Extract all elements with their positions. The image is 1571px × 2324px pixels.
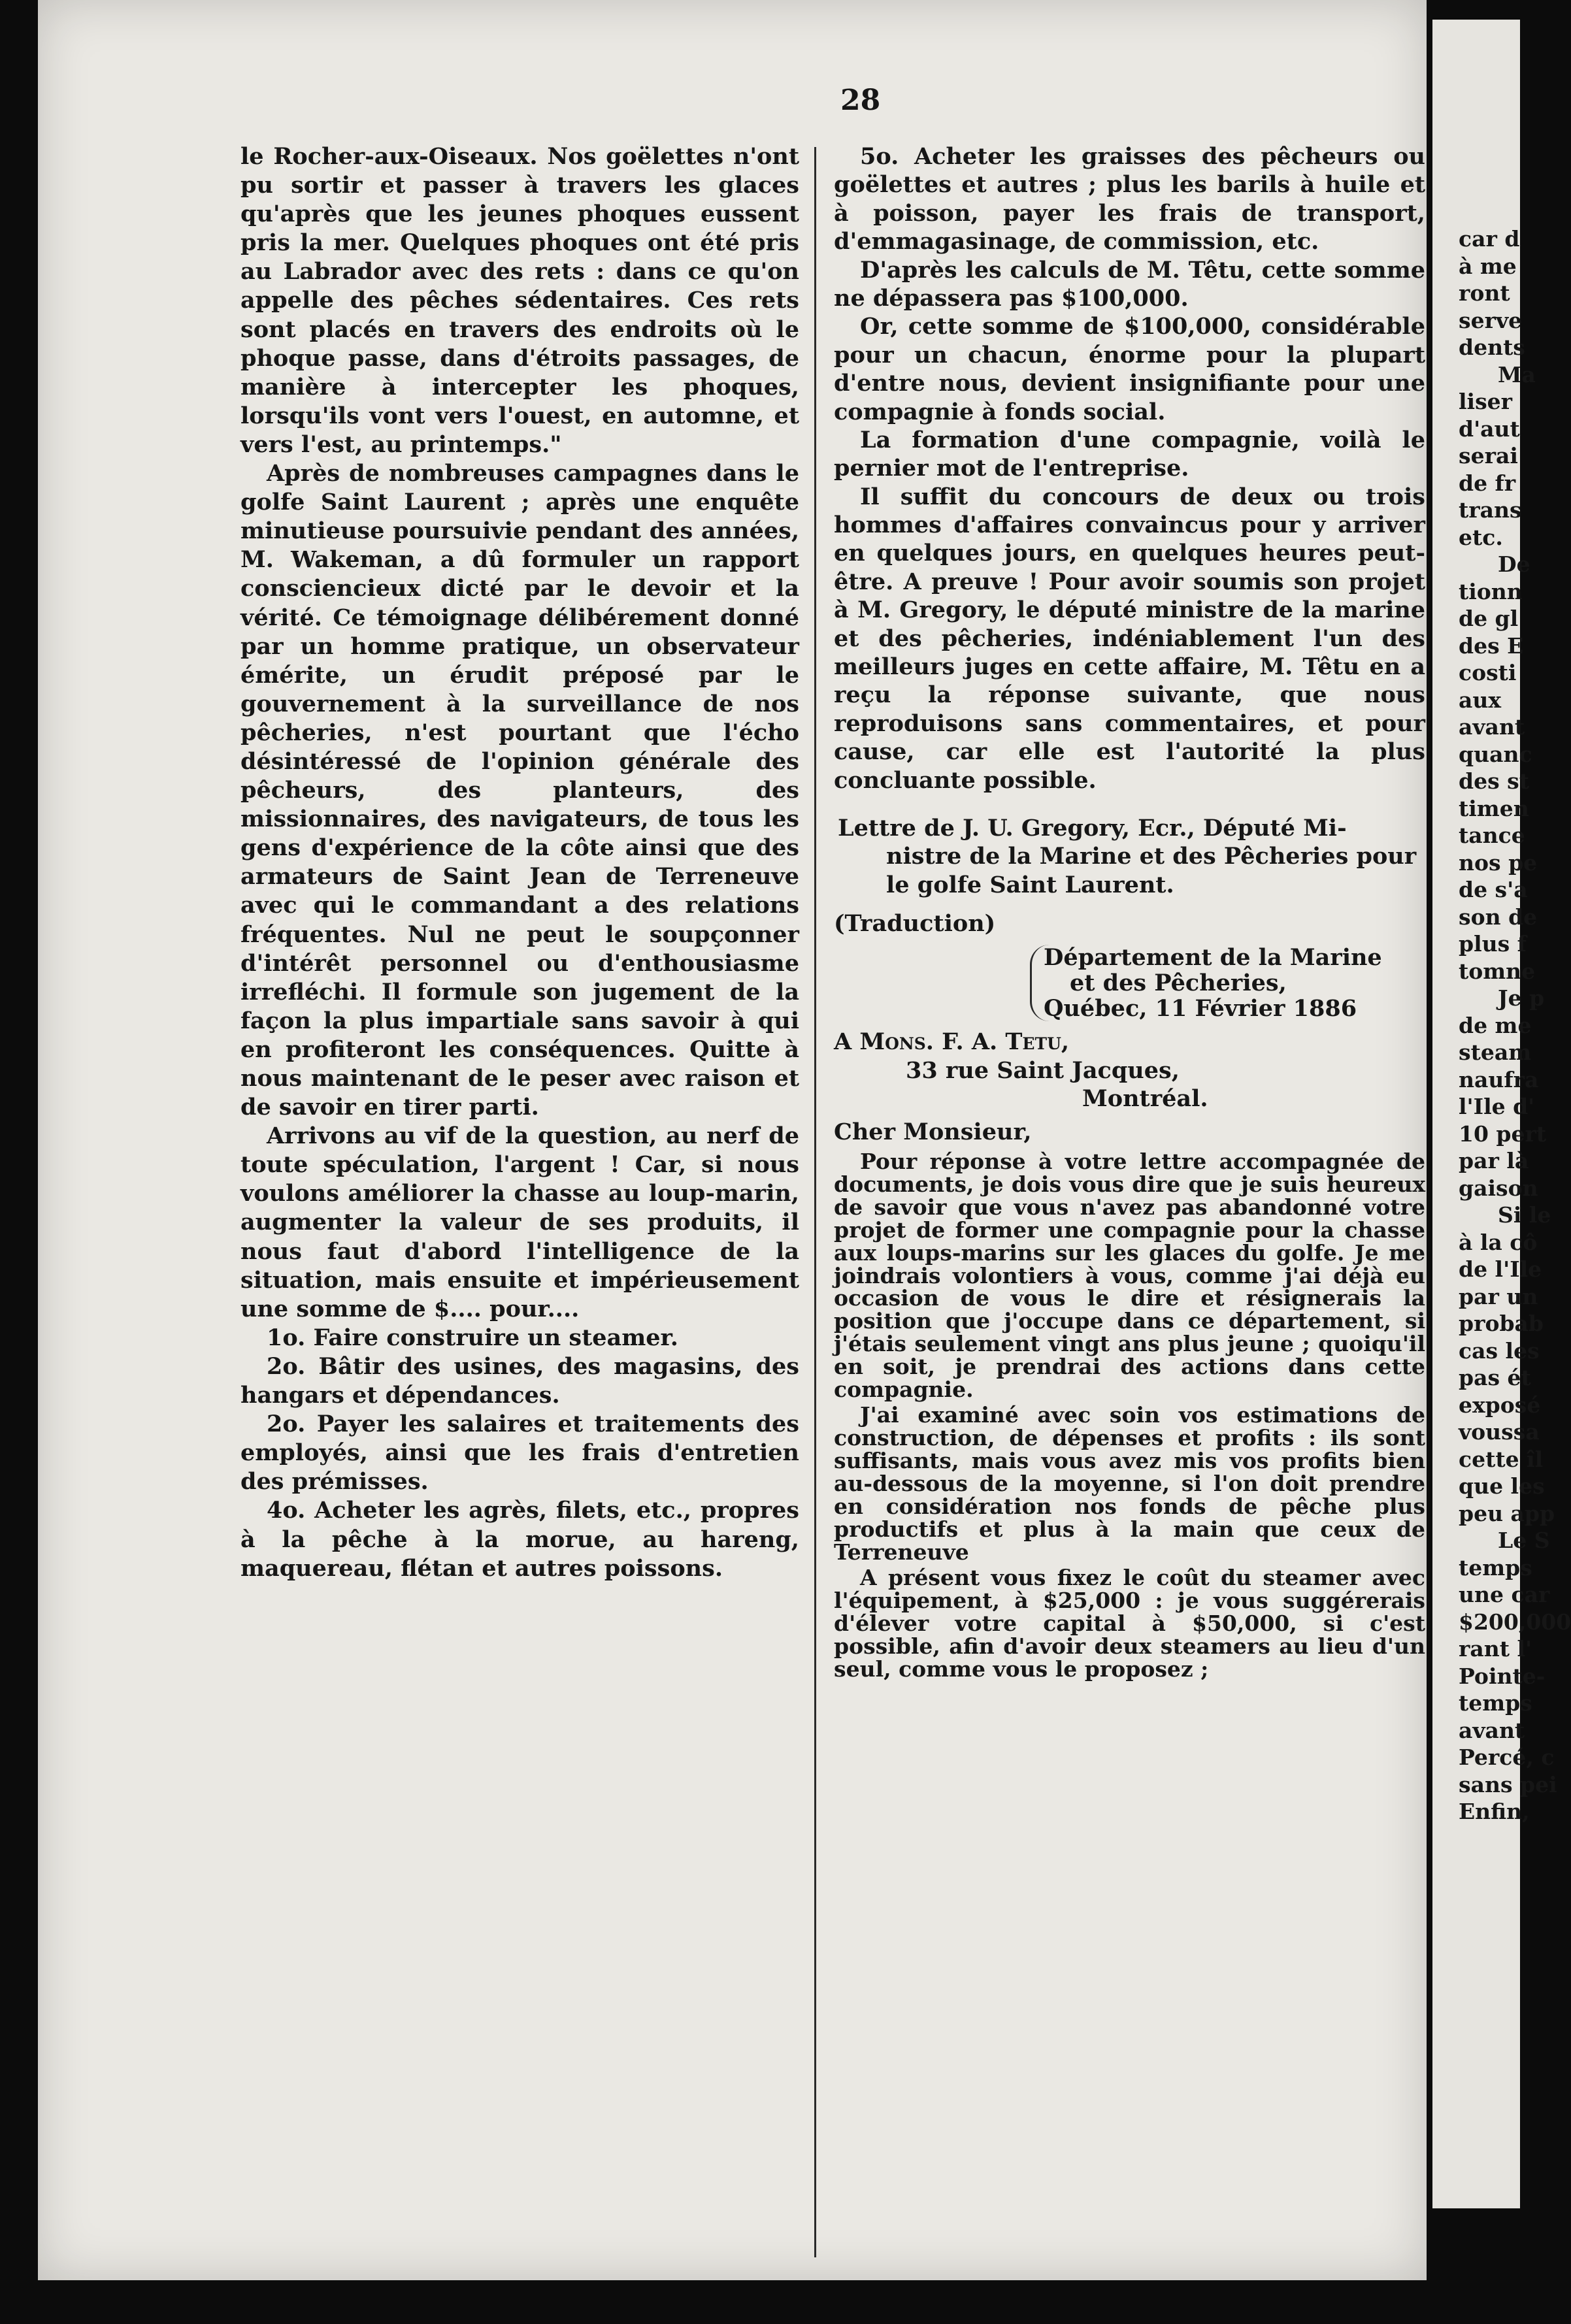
letter-paragraph: Pour réponse à votre lettre accompagnée de documents, je dois vous dire que je suis heureux de savoir que vous n'avez pas abandonné votre projet de former une compagnie pour la chasse aux loups-marins sur les glaces du golfe. Je me joindrais volontiers à vous, comme j'ai déjà eu occasion de vous le dire et résignerais la position que j'occupe dans ce département, si j'étais seulement vingt ans plus jeune ; quoiqu'il en soit, je prendrai des actions dans cette compagnie. bbox=[834, 1148, 1425, 1403]
adjacent-page-line: à la cô bbox=[1459, 1229, 1538, 1255]
adjacent-page-edge bbox=[1432, 20, 1571, 2208]
list-item: 5o. Acheter les graisses des pêcheurs ou goëlettes et autres ; plus les barils à huile et à poisson, payer les frais de transport, d'emmagasinage, de commission, etc. bbox=[834, 143, 1425, 255]
adjacent-page-line: gaison bbox=[1459, 1175, 1538, 1201]
adjacent-page-line: liser bbox=[1459, 389, 1513, 414]
adjacent-page-line: probab bbox=[1459, 1311, 1544, 1336]
letter-address bbox=[834, 1028, 1425, 1113]
adjacent-page-line: 10 pert bbox=[1459, 1121, 1547, 1147]
adjacent-page-line: des E bbox=[1459, 632, 1524, 659]
adjacent-page-line: aux bbox=[1459, 687, 1502, 713]
adjacent-page-line: temps bbox=[1459, 1690, 1532, 1716]
adjacent-page-line: par un bbox=[1459, 1283, 1538, 1309]
adjacent-page-line: que les bbox=[1459, 1473, 1545, 1499]
adjacent-page-line: de fr bbox=[1459, 470, 1516, 496]
address-line: A Mons. F. A. Tetu, bbox=[834, 1028, 1070, 1056]
adjacent-page-line: timen bbox=[1459, 795, 1529, 821]
address-line: Montréal. bbox=[1082, 1085, 1208, 1112]
letter-heading-continued: nistre de la Marine et des Pêcheries pour le golfe Saint Laurent. bbox=[886, 843, 1417, 898]
paragraph: le Rocher-aux-Oiseaux. Nos goëlettes n'ont pu sortir et passer à travers les glaces qu'après que les jeunes phoques eussent pris la mer. Quelques phoques ont été pris au Labrador avec des rets : dans ce qu'on appelle des pêches sédentaires. Ces rets sont placés en travers des endroits où le phoque passe, dans d'étroits passages, de manière à intercepter les phoques, lorsqu'ils vont vers l'ouest, en automne, et vers l'est, au printemps." bbox=[240, 143, 799, 458]
adjacent-page-lines bbox=[1432, 225, 1571, 1825]
right-column bbox=[834, 142, 1425, 1684]
adjacent-page-line: Je p bbox=[1498, 985, 1545, 1011]
book-page bbox=[38, 0, 1427, 2280]
dateline-line: Département de la Marine bbox=[1044, 943, 1382, 971]
adjacent-page-line: de me bbox=[1459, 1012, 1532, 1038]
adjacent-page-line: Enfin, bbox=[1459, 1799, 1530, 1824]
adjacent-page-line: trans bbox=[1459, 497, 1522, 523]
adjacent-page-line: tomne bbox=[1459, 958, 1536, 984]
paragraph: Après de nombreuses campagnes dans le golfe Saint Laurent ; après une enquête minutieuse poursuivie pendant des années, M. Wakeman, a dû formuler un rapport consciencieux dicté par le devoir et la vérité. Ce témoignage délibérement donné par un homme pratique, un observateur émérite, un érudit préposé par le gouvernement à la surveillance de nos pêcheries, n'est pourtant que l'écho désintéressé de l'opinion générale des pêcheurs, des planteurs, des missionnaires, des navigateurs, de tous les gens d'expérience de la côte ainsi que des armateurs de Saint Jean de Terreneuve avec qui le commandant a des relations fréquentes. Nul ne peut le soupçonner d'intérêt personnel ou d'enthousiasme irrefléchi. Il formule son jugement de la façon la plus impartiale sans savoir à qui en profiteront les conséquences. Quitte à nous maintenant de le peser avec raison et de savoir en tirer parti. bbox=[240, 460, 799, 1121]
adjacent-page-line: une car bbox=[1459, 1582, 1550, 1607]
adjacent-page-line: Si le bbox=[1498, 1202, 1551, 1228]
paragraph: Arrivons au vif de la question, au nerf de toute spéculation, l'argent ! Car, si nous voulons améliorer la chasse au loup-marin, augmenter la valeur de ses produits, il nous faut d'abord l'intelligence de la situation, mais ensuite et impérieusement une somme de $.... pour.... bbox=[240, 1122, 799, 1322]
adjacent-page-line: cas les bbox=[1459, 1337, 1540, 1364]
adjacent-page-line: $200,000 bbox=[1459, 1609, 1571, 1635]
adjacent-page-line: etc. bbox=[1459, 524, 1503, 550]
adjacent-page-line: son de bbox=[1459, 904, 1538, 930]
adjacent-page-line: Pointe- bbox=[1459, 1663, 1546, 1689]
adjacent-page-line: Ma bbox=[1498, 361, 1536, 387]
letter-body bbox=[834, 1148, 1425, 1682]
adjacent-page-line: naufra bbox=[1459, 1066, 1539, 1092]
paragraph: Il suffit du concours de deux ou trois hommes d'affaires convaincus pour y arriver en quelques jours, en quelques heures peut-être. A preuve ! Pour avoir soumis son projet à M. Gregory, le député ministre de la marine et des pêcheries, indéniablement l'un des meilleurs juges en cette affaire, M. Têtu en a reçu la réponse suivante, que nous reproduisons sans commentaires, et pour cause, car elle est l'autorité la plus concluante possible. bbox=[834, 483, 1425, 794]
list-item: 1o. Faire construire un steamer. bbox=[267, 1324, 678, 1351]
adjacent-page-line: cette îl bbox=[1459, 1446, 1544, 1472]
adjacent-page-line: dents bbox=[1459, 335, 1525, 360]
adjacent-page-line: avant bbox=[1459, 1717, 1525, 1743]
adjacent-page-line: ront bbox=[1459, 280, 1510, 306]
adjacent-page-line: de s'a bbox=[1459, 877, 1528, 902]
adjacent-page-line: de l'Ile bbox=[1459, 1256, 1542, 1282]
letter-paragraph: J'ai examiné avec soin vos estimations de construction, de dépenses et profits : ils sont suffisants, mais vous avez mis vos profits bien au-dessous de la moyenne, si l'on doit prendre en considération nos fonds de pêche plus productifs et plus à la main que ceux de Terreneuve bbox=[834, 1402, 1425, 1565]
adjacent-page-line: voussa bbox=[1459, 1419, 1540, 1445]
adjacent-page-line: Percé, c bbox=[1459, 1744, 1555, 1770]
dateline-line: et des Pêcheries, bbox=[1070, 969, 1287, 996]
letter-paragraph: A présent vous fixez le coût du steamer avec l'équipement, à $25,000 : je vous suggérerais d'élever votre capital à $50,000, si c'est possible, afin d'avoir deux steamers au lieu d'un seul, comme vous le proposez ; bbox=[834, 1565, 1425, 1682]
adjacent-page-line: sans pei bbox=[1459, 1771, 1557, 1797]
paragraph: Or, cette somme de $100,000, considérable pour un chacun, énorme pour la plupart d'entre nous, devient insignifiante pour une compagnie à fonds social. bbox=[834, 313, 1425, 425]
letter-salutation: Cher Monsieur, bbox=[834, 1119, 1032, 1146]
column-divider bbox=[814, 147, 816, 2257]
adjacent-page-line: quanc bbox=[1459, 741, 1532, 767]
adjacent-page-line: De bbox=[1498, 551, 1530, 577]
letter-dateline bbox=[1030, 945, 1425, 1022]
adjacent-page-line: d'aut bbox=[1459, 416, 1520, 442]
adjacent-page-line: serai bbox=[1459, 443, 1518, 468]
dateline-line: Québec, 11 Février 1886 bbox=[1044, 994, 1357, 1022]
page-number: 28 bbox=[840, 84, 881, 117]
adjacent-page-line: tionn bbox=[1459, 578, 1523, 604]
paragraph: La formation d'une compagnie, voilà le pernier mot de l'entreprise. bbox=[834, 426, 1425, 482]
adjacent-page-line: tance bbox=[1459, 823, 1525, 848]
adjacent-page-line: l'Ile d' bbox=[1459, 1094, 1535, 1119]
adjacent-page-line: par là bbox=[1459, 1148, 1529, 1173]
translation-note: (Traduction) bbox=[834, 910, 996, 938]
adjacent-page-line: des st bbox=[1459, 768, 1529, 794]
adjacent-page-line: exposé bbox=[1459, 1392, 1541, 1418]
adjacent-page-line: car d bbox=[1459, 226, 1520, 252]
adjacent-page-line: serve bbox=[1459, 307, 1523, 333]
paragraph: D'après les calculs de M. Têtu, cette somme ne dépassera pas $100,000. bbox=[834, 256, 1425, 312]
list-item: 2o. Bâtir des usines, des magasins, des hangars et dépendances. bbox=[240, 1352, 799, 1409]
adjacent-page-line: nos pe bbox=[1459, 849, 1538, 876]
list-item: 2o. Payer les salaires et traitements des employés, ainsi que les frais d'entretien des prémisses. bbox=[240, 1411, 799, 1496]
adjacent-page-line: rant l' bbox=[1459, 1636, 1532, 1661]
adjacent-page-line: peu app bbox=[1459, 1500, 1555, 1526]
adjacent-page-line: Le S bbox=[1498, 1528, 1550, 1553]
list-item: 4o. Acheter les agrès, filets, etc., propres à la pêche à la morue, au hareng, maquereau, flétan et autres poissons. bbox=[240, 1497, 799, 1582]
adjacent-page-line: avant bbox=[1459, 714, 1525, 740]
left-column bbox=[240, 142, 799, 1583]
adjacent-page-line: temps bbox=[1459, 1554, 1532, 1580]
adjacent-page-line: à me bbox=[1459, 253, 1517, 279]
adjacent-page-line: steam bbox=[1459, 1039, 1532, 1065]
adjacent-page-line: plus f bbox=[1459, 931, 1527, 957]
adjacent-page-line: costi bbox=[1459, 660, 1517, 685]
adjacent-page-line: de gl bbox=[1459, 606, 1519, 631]
address-line: 33 rue Saint Jacques, bbox=[906, 1056, 1180, 1084]
letter-heading: Lettre de J. U. Gregory, Ecr., Député Mi- bbox=[838, 814, 1347, 842]
adjacent-page-line: pas ét bbox=[1459, 1365, 1531, 1390]
